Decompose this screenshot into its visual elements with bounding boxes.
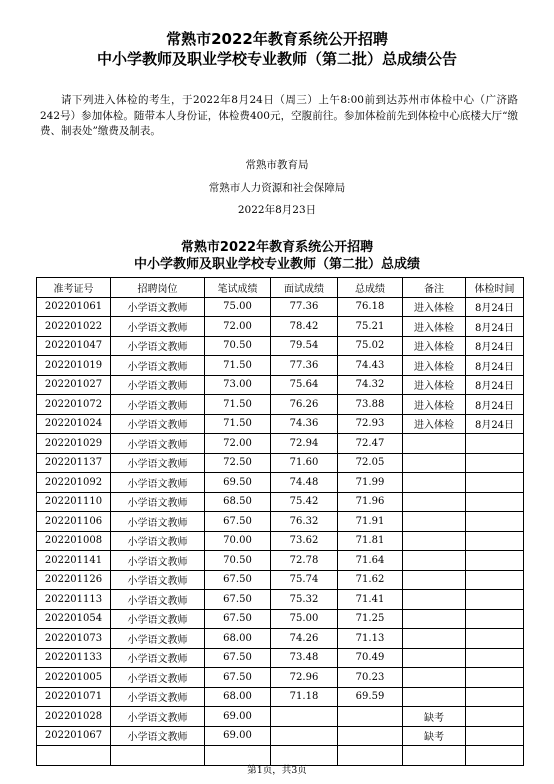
cell-exam-time <box>466 609 524 629</box>
cell-remark: 缺考 <box>403 726 466 746</box>
cell-exam-id: 202201110 <box>37 492 111 512</box>
cell-exam-time: 8月24日 <box>466 297 524 317</box>
cell-written-score: 69.50 <box>205 473 271 493</box>
header-position: 招聘岗位 <box>111 278 205 298</box>
cell-total-score: 70.49 <box>338 648 403 668</box>
cell-position: 小学语文教师 <box>111 590 205 610</box>
cell-exam-id: 202201054 <box>37 609 111 629</box>
header-interview-score: 面试成绩 <box>271 278 338 298</box>
table-row <box>37 473 524 493</box>
cell-exam-id: 202201047 <box>37 336 111 356</box>
cell-remark <box>403 492 466 512</box>
cell-written-score: 67.50 <box>205 590 271 610</box>
cell-written-score: 67.50 <box>205 668 271 688</box>
table-header-row <box>37 278 524 298</box>
cell-interview-score: 77.36 <box>271 356 338 376</box>
cell-exam-time <box>466 648 524 668</box>
cell-exam-id: 202201019 <box>37 356 111 376</box>
cell-interview-score: 79.54 <box>271 336 338 356</box>
table-row <box>37 687 524 707</box>
cell-position: 小学语文教师 <box>111 668 205 688</box>
cell-exam-time <box>466 512 524 532</box>
cell-exam-id: 202201113 <box>37 590 111 610</box>
cell-remark <box>403 590 466 610</box>
cell-interview-score: 71.18 <box>271 687 338 707</box>
cell-exam-time: 8月24日 <box>466 395 524 415</box>
cell-remark <box>403 434 466 454</box>
cell-written-score: 72.50 <box>205 453 271 473</box>
cell-position: 小学语文教师 <box>111 609 205 629</box>
cell-remark <box>403 629 466 649</box>
cell-total-score: 71.62 <box>338 570 403 590</box>
cell-total-score: 73.88 <box>338 395 403 415</box>
cell-interview-score <box>271 707 338 727</box>
cell-exam-time <box>466 473 524 493</box>
cell-remark <box>403 531 466 551</box>
announcement-date: 2022年8月23日 <box>237 204 317 216</box>
cell-total-score: 71.41 <box>338 590 403 610</box>
cell-exam-id: 202201141 <box>37 551 111 571</box>
cell-remark <box>403 570 466 590</box>
cell-written-score: 69.00 <box>205 707 271 727</box>
cell-remark <box>403 609 466 629</box>
cell-exam-id: 202201067 <box>37 726 111 746</box>
cell-written-score: 67.50 <box>205 512 271 532</box>
table-row <box>37 609 524 629</box>
cell-position: 小学语文教师 <box>111 414 205 434</box>
cell-position: 小学语文教师 <box>111 726 205 746</box>
table-body <box>37 297 524 765</box>
cell-exam-time: 8月24日 <box>466 317 524 337</box>
cell-exam-id: 202201022 <box>37 317 111 337</box>
cell-remark: 进入体检 <box>403 414 466 434</box>
table-row <box>37 668 524 688</box>
cell-position: 小学语文教师 <box>111 317 205 337</box>
cell-exam-time <box>466 434 524 454</box>
table-row <box>37 414 524 434</box>
cell-position: 小学语文教师 <box>111 492 205 512</box>
cell-position: 小学语文教师 <box>111 297 205 317</box>
cell-exam-id: 202201061 <box>37 297 111 317</box>
table-row <box>37 570 524 590</box>
table-row <box>37 707 524 727</box>
cell-written-score: 67.50 <box>205 570 271 590</box>
cell-written-score: 75.00 <box>205 297 271 317</box>
cell-remark <box>403 551 466 571</box>
signatory-education-bureau: 常熟市教育局 <box>245 159 309 171</box>
cell-total-score: 74.43 <box>338 356 403 376</box>
cell-total-score: 71.99 <box>338 473 403 493</box>
announcement-title-line2: 中小学教师及职业学校专业教师（第二批）总成绩公告 <box>96 50 457 68</box>
cell-exam-time <box>466 453 524 473</box>
table-row <box>37 317 524 337</box>
header-exam-id: 准考证号 <box>37 278 111 298</box>
cell-written-score: 71.50 <box>205 395 271 415</box>
cell-total-score: 69.59 <box>338 687 403 707</box>
cell-remark: 进入体检 <box>403 297 466 317</box>
cell-exam-time <box>466 551 524 571</box>
signatory-hr-bureau: 常熟市人力资源和社会保障局 <box>208 182 346 194</box>
cell-position: 小学语文教师 <box>111 531 205 551</box>
cell-exam-id: 202201008 <box>37 531 111 551</box>
table-row <box>37 297 524 317</box>
table-row <box>37 492 524 512</box>
cell-interview-score: 74.26 <box>271 629 338 649</box>
table-row <box>37 726 524 746</box>
cell-remark: 进入体检 <box>403 375 466 395</box>
cell-exam-time <box>466 687 524 707</box>
cell-written-score: 69.00 <box>205 726 271 746</box>
cell-exam-id: 202201092 <box>37 473 111 493</box>
cell-written-score: 71.50 <box>205 356 271 376</box>
cell-position: 小学语文教师 <box>111 473 205 493</box>
cell-written-score: 68.00 <box>205 687 271 707</box>
cell-written-score: 68.50 <box>205 492 271 512</box>
cell-exam-time <box>466 531 524 551</box>
table-row <box>37 648 524 668</box>
cell-total-score: 72.47 <box>338 434 403 454</box>
cell-exam-time <box>466 570 524 590</box>
cell-position: 小学语文教师 <box>111 629 205 649</box>
cell-position: 小学语文教师 <box>111 434 205 454</box>
cell-written-score: 67.50 <box>205 648 271 668</box>
cell-position: 小学语文教师 <box>111 570 205 590</box>
announcement-body: 请下列进入体检的考生，于2022年8月24日（周三）上午8:00前到达苏州市体检中心（广济路242号）参加体检。随带本人身份证，体检费400元，空腹前往。参加体检前先到体检中心底楼大厅“缴费、制表处”缴费及制表。 <box>40 94 518 137</box>
header-written-score: 笔试成绩 <box>205 278 271 298</box>
cell-interview-score: 72.94 <box>271 434 338 454</box>
cell-position: 小学语文教师 <box>111 648 205 668</box>
cell-total-score: 71.96 <box>338 492 403 512</box>
cell-position: 小学语文教师 <box>111 375 205 395</box>
cell-position: 小学语文教师 <box>111 395 205 415</box>
cell-total-score: 75.02 <box>338 336 403 356</box>
table-title-line2: 中小学教师及职业学校专业教师（第二批）总成绩 <box>133 257 420 272</box>
cell-written-score: 72.00 <box>205 317 271 337</box>
cell-written-score: 67.50 <box>205 609 271 629</box>
cell-exam-time: 8月24日 <box>466 336 524 356</box>
table-row <box>37 356 524 376</box>
cell-exam-id: 202201073 <box>37 629 111 649</box>
cell-total-score: 71.91 <box>338 512 403 532</box>
cell-interview-score: 75.00 <box>271 609 338 629</box>
cell-written-score: 70.00 <box>205 531 271 551</box>
cell-exam-time <box>466 726 524 746</box>
cell-interview-score <box>271 726 338 746</box>
cell-remark: 进入体检 <box>403 336 466 356</box>
cell-remark <box>403 473 466 493</box>
cell-remark <box>403 453 466 473</box>
cell-interview-score: 76.32 <box>271 512 338 532</box>
header-total-score: 总成绩 <box>338 278 403 298</box>
header-remark: 备注 <box>403 278 466 298</box>
cell-total-score: 74.32 <box>338 375 403 395</box>
table-row <box>37 395 524 415</box>
page-number: 第1页，共3页 <box>247 765 307 776</box>
cell-exam-id: 202201106 <box>37 512 111 532</box>
cell-remark <box>403 512 466 532</box>
cell-interview-score: 73.62 <box>271 531 338 551</box>
cell-interview-score: 76.26 <box>271 395 338 415</box>
cell-exam-id: 202201137 <box>37 453 111 473</box>
cell-exam-time: 8月24日 <box>466 356 524 376</box>
cell-remark <box>403 687 466 707</box>
cell-total-score: 75.21 <box>338 317 403 337</box>
cell-position: 小学语文教师 <box>111 336 205 356</box>
cell-remark <box>403 648 466 668</box>
cell-interview-score: 75.64 <box>271 375 338 395</box>
cell-remark <box>403 668 466 688</box>
scores-table <box>36 277 524 766</box>
cell-interview-score: 77.36 <box>271 297 338 317</box>
announcement-title-line1: 常熟市2022年教育系统公开招聘 <box>166 30 388 48</box>
table-row <box>37 512 524 532</box>
cell-exam-id: 202201005 <box>37 668 111 688</box>
cell-position: 小学语文教师 <box>111 707 205 727</box>
table-row <box>37 453 524 473</box>
cell-interview-score: 71.60 <box>271 453 338 473</box>
cell-interview-score: 73.48 <box>271 648 338 668</box>
table-row <box>37 336 524 356</box>
cell-interview-score: 74.36 <box>271 414 338 434</box>
cell-position: 小学语文教师 <box>111 687 205 707</box>
cell-interview-score: 75.32 <box>271 590 338 610</box>
cell-exam-id: 202201028 <box>37 707 111 727</box>
cell-total-score <box>338 707 403 727</box>
cell-exam-time <box>466 707 524 727</box>
table-row <box>37 531 524 551</box>
cell-total-score: 71.81 <box>338 531 403 551</box>
cell-written-score: 70.50 <box>205 551 271 571</box>
cell-interview-score: 72.78 <box>271 551 338 571</box>
cell-exam-id: 202201126 <box>37 570 111 590</box>
cell-remark: 进入体检 <box>403 395 466 415</box>
cell-written-score: 70.50 <box>205 336 271 356</box>
cell-total-score: 71.13 <box>338 629 403 649</box>
cell-exam-time <box>466 590 524 610</box>
cell-position: 小学语文教师 <box>111 453 205 473</box>
table-row <box>37 375 524 395</box>
cell-written-score: 72.00 <box>205 434 271 454</box>
cell-position: 小学语文教师 <box>111 512 205 532</box>
cell-exam-id: 202201029 <box>37 434 111 454</box>
cell-interview-score: 72.96 <box>271 668 338 688</box>
table-row <box>37 590 524 610</box>
cell-position: 小学语文教师 <box>111 551 205 571</box>
cell-total-score: 70.23 <box>338 668 403 688</box>
cell-exam-time: 8月24日 <box>466 414 524 434</box>
cell-total-score: 71.25 <box>338 609 403 629</box>
cell-exam-time <box>466 629 524 649</box>
cell-total-score: 71.64 <box>338 551 403 571</box>
table-row <box>37 551 524 571</box>
cell-remark: 进入体检 <box>403 356 466 376</box>
cell-written-score: 68.00 <box>205 629 271 649</box>
cell-total-score: 72.05 <box>338 453 403 473</box>
cell-remark: 缺考 <box>403 707 466 727</box>
cell-exam-time <box>466 492 524 512</box>
table-title-line1: 常熟市2022年教育系统公开招聘 <box>180 240 374 255</box>
cell-remark: 进入体检 <box>403 317 466 337</box>
cell-interview-score: 75.42 <box>271 492 338 512</box>
cell-exam-id: 202201024 <box>37 414 111 434</box>
cell-exam-time: 8月24日 <box>466 375 524 395</box>
cell-total-score <box>338 726 403 746</box>
cell-exam-id: 202201133 <box>37 648 111 668</box>
cell-exam-id: 202201027 <box>37 375 111 395</box>
cell-interview-score: 75.74 <box>271 570 338 590</box>
table-row <box>37 434 524 454</box>
cell-interview-score: 74.48 <box>271 473 338 493</box>
cell-total-score: 72.93 <box>338 414 403 434</box>
cell-position: 小学语文教师 <box>111 356 205 376</box>
cell-exam-id: 202201072 <box>37 395 111 415</box>
cell-written-score: 71.50 <box>205 414 271 434</box>
cell-exam-id: 202201071 <box>37 687 111 707</box>
cell-total-score: 76.18 <box>338 297 403 317</box>
header-exam-time: 体检时间 <box>466 278 524 298</box>
cell-exam-time <box>466 668 524 688</box>
cell-written-score: 73.00 <box>205 375 271 395</box>
cell-interview-score: 78.42 <box>271 317 338 337</box>
table-row <box>37 629 524 649</box>
